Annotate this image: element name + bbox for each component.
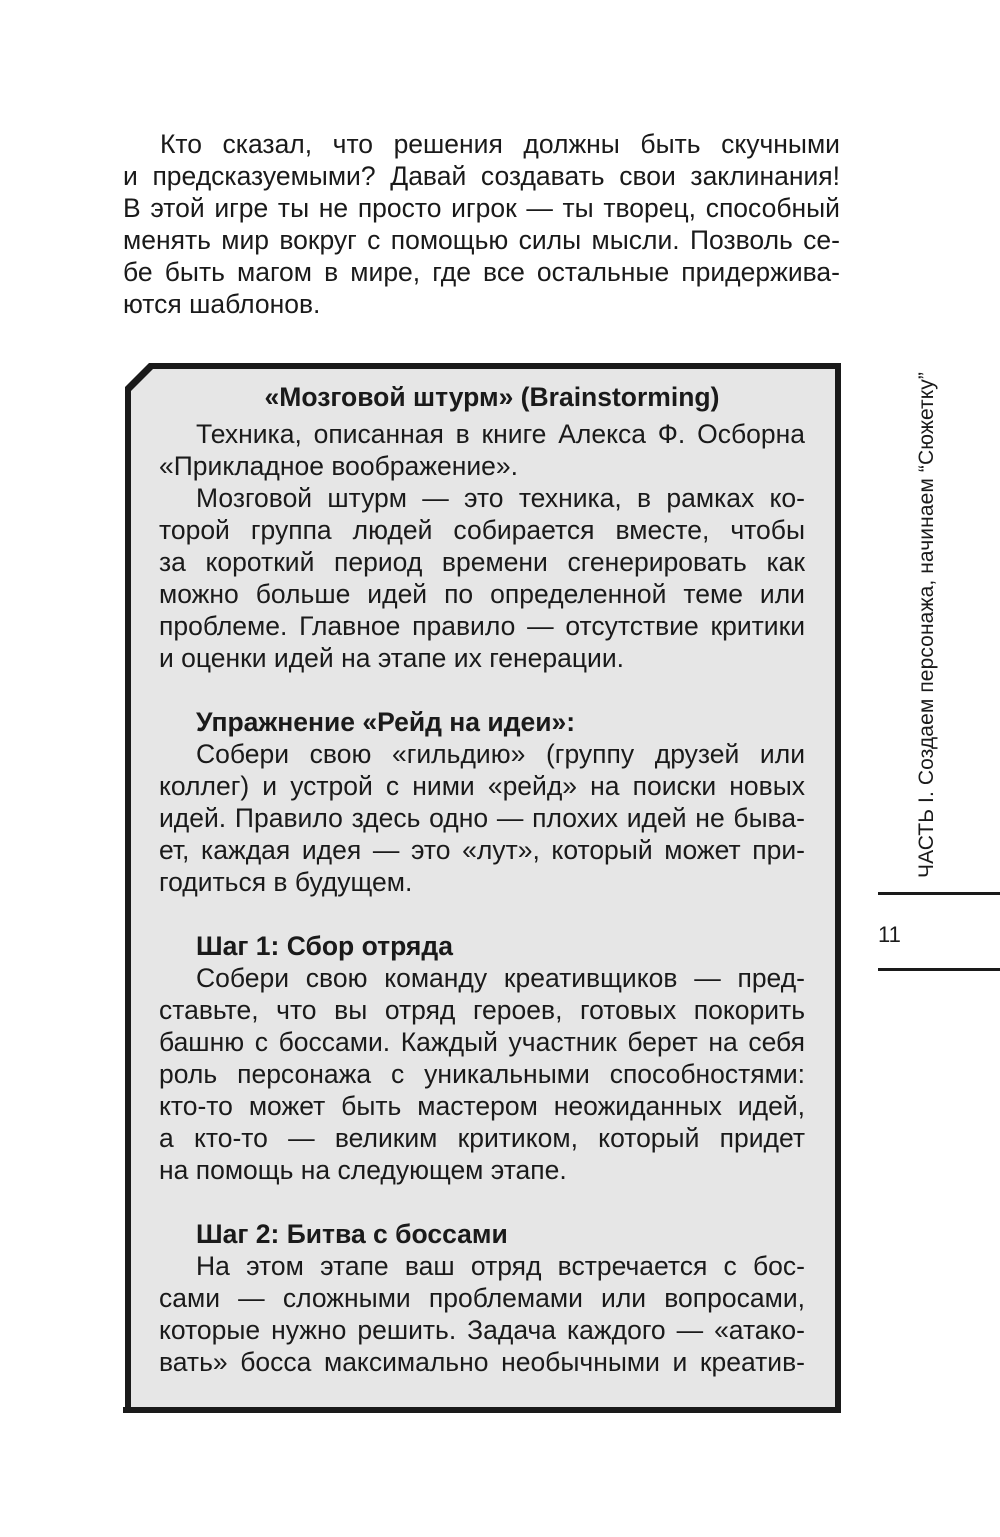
text-line: ет, каждая идея — это «лут», который может при- — [159, 835, 805, 865]
text-line: ются шаблонов. — [123, 289, 321, 319]
divider — [878, 968, 1000, 971]
text-line: и предсказуемыми? Давай создавать свои заклинания! — [123, 161, 840, 191]
text-line: роль персонажа с уникальными способностями: — [159, 1059, 805, 1089]
text-line: сами — сложными проблемами или вопросами, — [159, 1283, 805, 1313]
text-line: на помощь на следующем этапе. — [159, 1155, 567, 1185]
paragraph-source — [159, 418, 805, 482]
running-section-title: ЧАСТЬ I. Создаем персонажа, начинаем “Сюжетку” — [915, 372, 938, 878]
text-line: менять мир вокруг с помощью силы мысли. Позволь се- — [123, 225, 840, 255]
text-line: за короткий период времени сгенерировать как — [159, 547, 805, 577]
text-line: ставьте, что вы отряд героев, готовых покорить — [159, 995, 805, 1025]
paragraph-step1 — [159, 962, 805, 1186]
text-line: можно больше идей по определенной теме или — [159, 579, 805, 609]
text-line: Техника, описанная в книге Алекса Ф. Осборна — [196, 419, 805, 449]
text-line: Кто сказал, что решения должны быть скучными — [160, 129, 840, 159]
text-line: и оценки идей на этапе их генерации. — [159, 643, 625, 673]
text-line: Собери свою команду креативщиков — пред- — [196, 963, 805, 993]
text-line: На этом этапе ваш отряд встречается с бос- — [196, 1251, 805, 1281]
paragraph-definition — [159, 482, 805, 674]
text-line: коллег) и устрой с ними «рейд» на поиски новых — [159, 771, 805, 801]
step1-heading: Шаг 1: Сбор отряда — [196, 931, 453, 961]
step2-heading: Шаг 2: Битва с боссами — [196, 1219, 508, 1249]
text-line: вать» босса максимально необычными и креатив- — [159, 1347, 805, 1377]
text-line: «Прикладное воображение». — [159, 451, 519, 481]
page-margin — [878, 0, 1000, 1537]
text-line: идей. Правило здесь одно — плохих идей не быва- — [159, 803, 805, 833]
text-line: башню с боссами. Каждый участник берет на себя — [159, 1027, 805, 1057]
text-line: а кто-то — великим критиком, который придет — [159, 1123, 805, 1153]
text-line: Собери свою «гильдию» (группу друзей или — [196, 739, 805, 769]
info-box-content — [159, 381, 805, 1378]
text-line: годиться в будущем. — [159, 867, 413, 897]
text-line: проблеме. Главное правило — отсутствие критики — [159, 611, 805, 641]
intro-paragraph — [123, 128, 840, 320]
exercise-heading: Упражнение «Рейд на идеи»: — [196, 707, 576, 737]
text-line: которые нужно решить. Задача каждого — «атако- — [159, 1315, 805, 1345]
text-line: Мозговой штурм — это техника, в рамках ко- — [196, 483, 805, 513]
text-line: бе быть магом в мире, где все остальные придержива- — [123, 257, 840, 287]
page-number: 11 — [878, 922, 901, 947]
divider — [878, 892, 1000, 895]
text-line: кто-то может быть мастером неожиданных идей, — [159, 1091, 805, 1121]
text-line: В этой игре ты не просто игрок — ты творец, способный — [123, 193, 840, 223]
text-line: торой группа людей собирается вместе, чтобы — [159, 515, 805, 545]
paragraph-exercise — [159, 738, 805, 898]
info-box — [123, 363, 841, 1413]
box-title: «Мозговой штурм» (Brainstorming) — [264, 382, 720, 412]
paragraph-step2 — [159, 1250, 805, 1378]
